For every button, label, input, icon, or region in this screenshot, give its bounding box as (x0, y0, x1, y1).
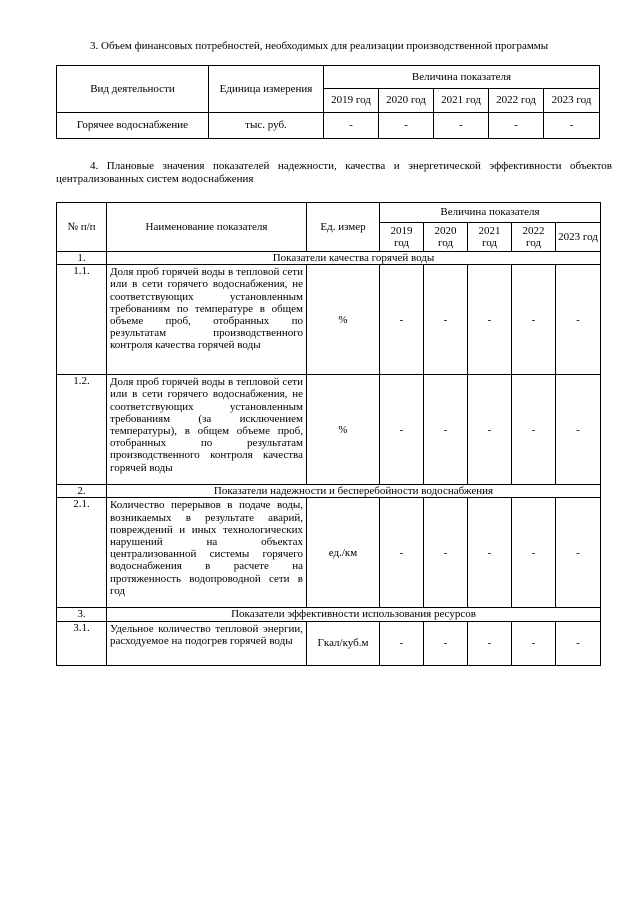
value-cell: - (556, 621, 601, 665)
value-cell: - (489, 113, 544, 139)
activity-cell: Горячее водоснабжение (57, 113, 209, 139)
value-cell: - (544, 113, 600, 139)
indicator-name: Доля проб горячей воды в тепловой сети или в сети горячего водоснабжения, не соответствующих установленным требованиям по температуре в общем объеме проб, отобранных по результатам производственного контроля качества горячей воды (107, 265, 307, 375)
group-title: Показатели надежности и бесперебойности водоснабжения (107, 485, 601, 498)
value-cell: - (380, 265, 424, 375)
value-cell: - (512, 265, 556, 375)
indicators-table (56, 202, 601, 666)
indicator-name: Доля проб горячей воды в тепловой сети или в сети горячего водоснабжения, не соответствующих установленным требованиям (за исключением температуры), в общем объеме проб, отобранных по результатам производственного контроля качества горячей воды (107, 375, 307, 485)
value-cell: - (512, 621, 556, 665)
year-header: 2021 год (434, 89, 489, 113)
year-header: 2020 год (379, 89, 434, 113)
value-cell: - (556, 265, 601, 375)
value-cell: - (512, 375, 556, 485)
group-title: Показатели эффективности использования ресурсов (107, 608, 601, 621)
year-header: 2022 год (512, 223, 556, 252)
year-header: 2022 год (489, 89, 544, 113)
section-4-heading: 4. Плановые значения показателей надежности, качества и энергетической эффективности объектов централизованных систем водоснабжения (56, 160, 612, 185)
financial-needs-table (56, 65, 600, 139)
indicator-name: Удельное количество тепловой энергии, расходуемое на подогрев горячей воды (107, 621, 307, 665)
value-cell: - (380, 621, 424, 665)
section-3-heading: 3. Объем финансовых потребностей, необходимых для реализации производственной программы (90, 40, 549, 52)
col-header-unit: Единица измерения (209, 66, 324, 113)
col-header-value: Величина показателя (380, 203, 601, 223)
col-header-value: Величина показателя (324, 66, 600, 89)
unit-cell: % (307, 265, 380, 375)
value-cell: - (468, 375, 512, 485)
value-cell: - (468, 621, 512, 665)
group-num: 1. (57, 252, 107, 265)
row-num: 1.2. (57, 375, 107, 485)
unit-cell: % (307, 375, 380, 485)
value-cell: - (424, 498, 468, 608)
year-header: 2019 год (324, 89, 379, 113)
value-cell: - (512, 498, 556, 608)
value-cell: - (424, 375, 468, 485)
row-num: 2.1. (57, 498, 107, 608)
value-cell: - (379, 113, 434, 139)
col-header-activity: Вид деятельности (57, 66, 209, 113)
value-cell: - (556, 375, 601, 485)
indicator-name: Количество перерывов в подаче воды, возникаемых в результате аварий, повреждений и иных технологических нарушений на объектах централизованной системы горячего водоснабжения в расчете на протяженность водопроводной сети в год (107, 498, 307, 608)
value-cell: - (424, 265, 468, 375)
value-cell: - (468, 265, 512, 375)
unit-cell: ед./км (307, 498, 380, 608)
value-cell: - (468, 498, 512, 608)
col-header-name: Наименование показателя (107, 203, 307, 252)
group-num: 2. (57, 485, 107, 498)
year-header: 2023 год (544, 89, 600, 113)
unit-cell: Гкал/куб.м (307, 621, 380, 665)
group-title: Показатели качества горячей воды (107, 252, 601, 265)
year-header: 2021 год (468, 223, 512, 252)
group-num: 3. (57, 608, 107, 621)
value-cell: - (424, 621, 468, 665)
unit-cell: тыс. руб. (209, 113, 324, 139)
value-cell: - (434, 113, 489, 139)
year-header: 2023 год (556, 223, 601, 252)
row-num: 1.1. (57, 265, 107, 375)
value-cell: - (556, 498, 601, 608)
value-cell: - (380, 375, 424, 485)
col-header-unit: Ед. измер (307, 203, 380, 252)
row-num: 3.1. (57, 621, 107, 665)
value-cell: - (380, 498, 424, 608)
year-header: 2020 год (424, 223, 468, 252)
year-header: 2019 год (380, 223, 424, 252)
value-cell: - (324, 113, 379, 139)
col-header-num: № п/п (57, 203, 107, 252)
